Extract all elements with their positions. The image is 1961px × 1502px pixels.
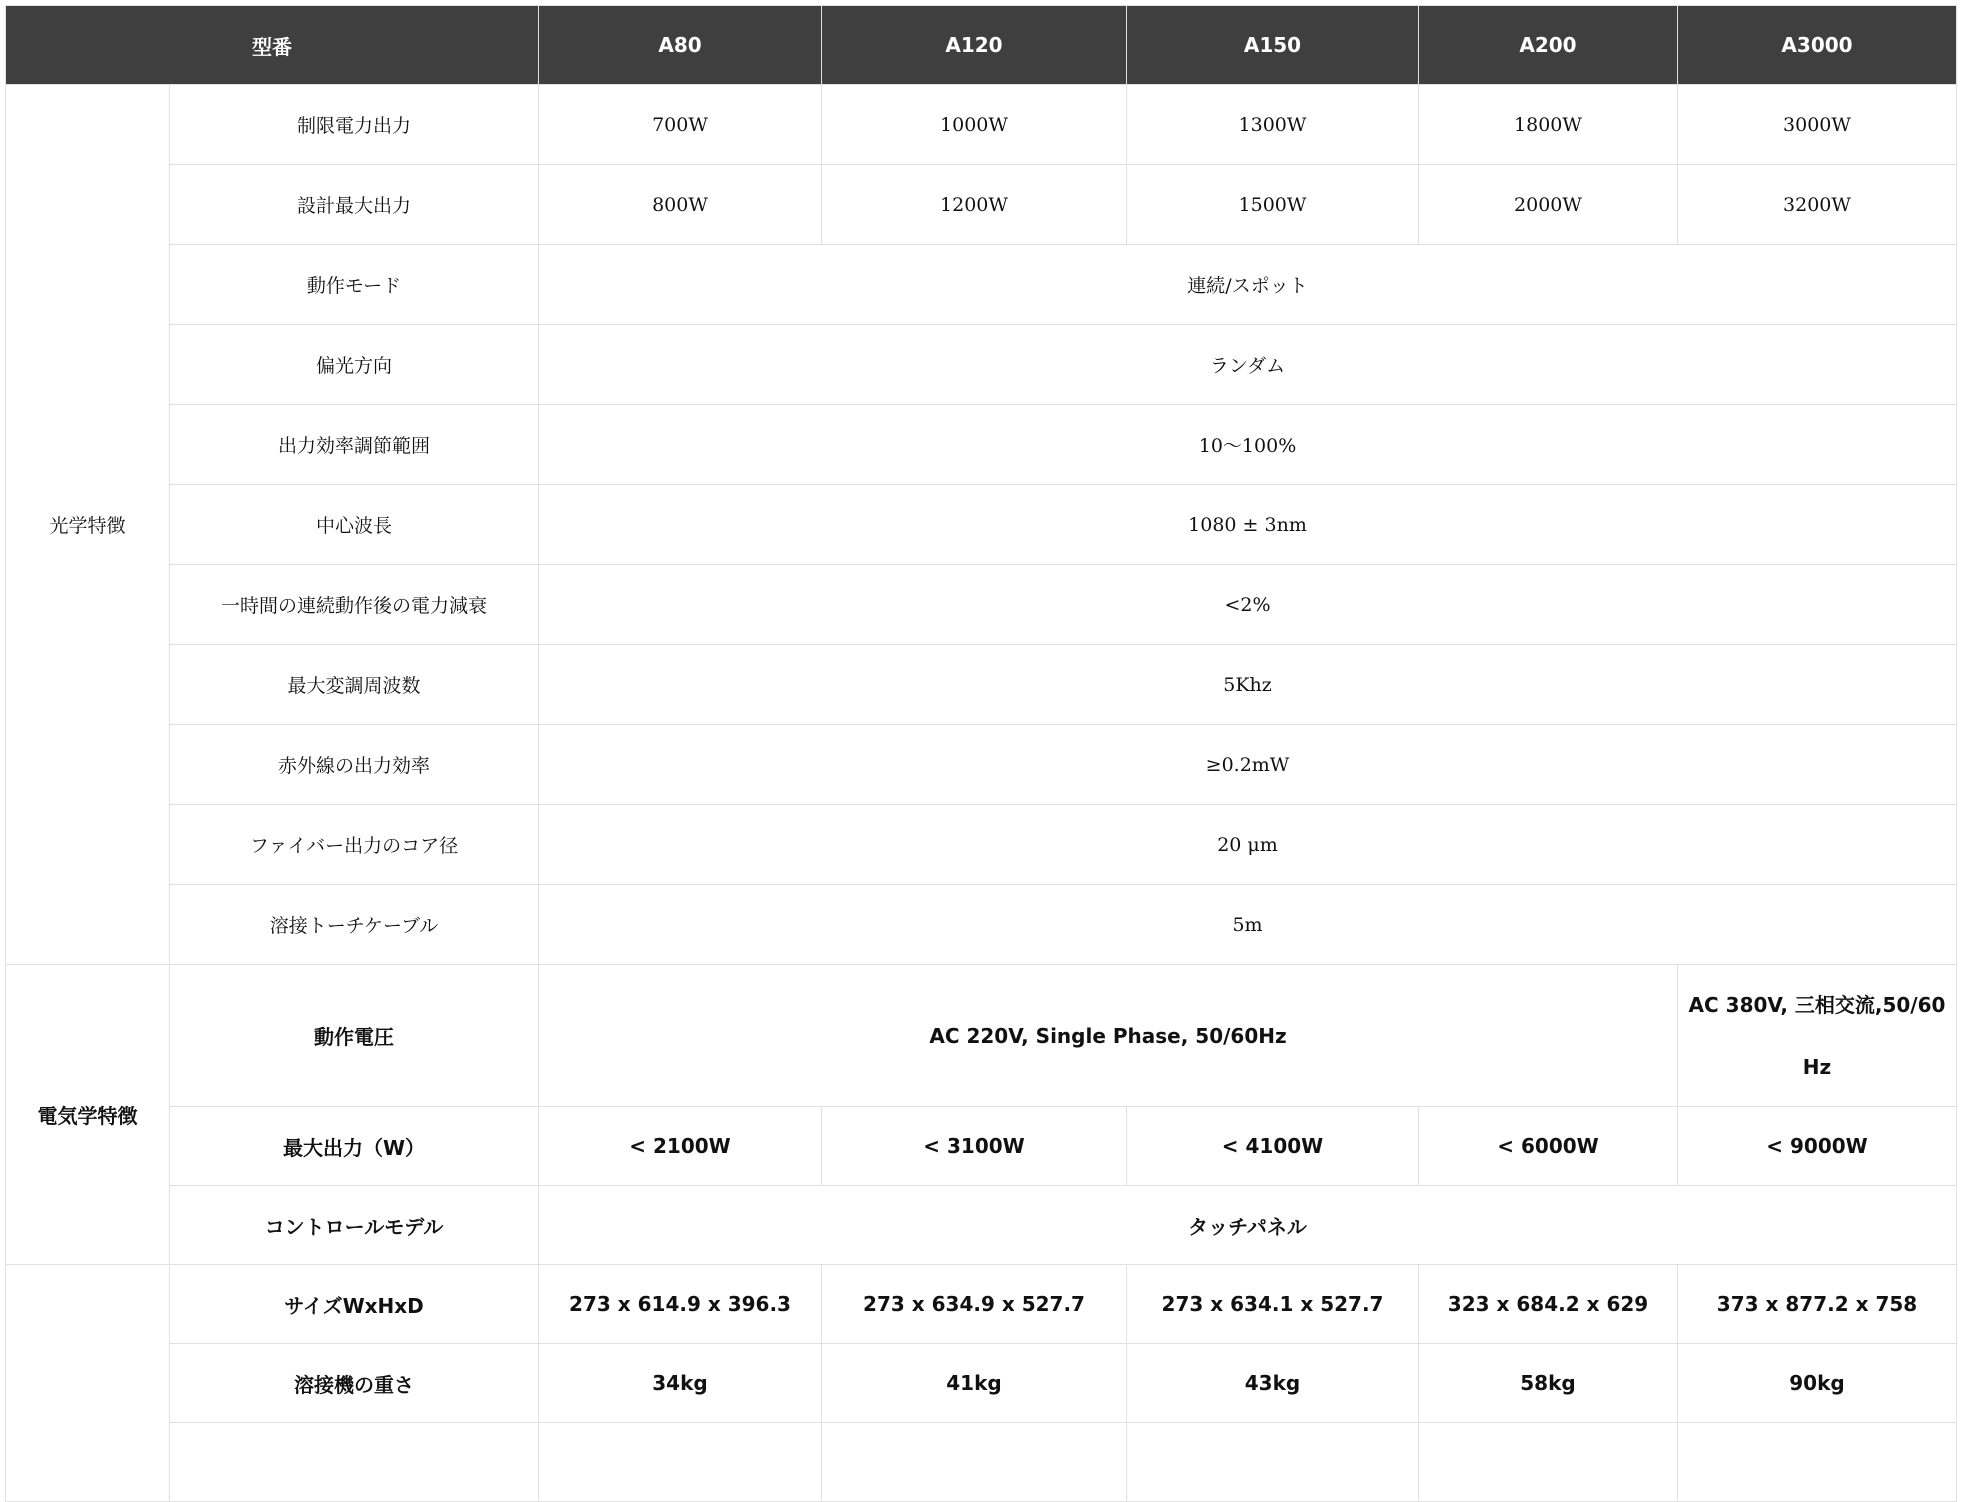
table-cell: 1800W xyxy=(1419,85,1678,165)
row-label: 制限電力出力 xyxy=(170,85,539,165)
row-label xyxy=(170,1423,539,1502)
table-row xyxy=(6,965,1957,1107)
table-cell: 20 μm xyxy=(539,805,1957,885)
table-row xyxy=(6,1186,1957,1265)
model-a120-header: A120 xyxy=(822,6,1127,85)
table-row xyxy=(6,1107,1957,1186)
table-cell: ランダム xyxy=(539,325,1957,405)
table-cell: 3200W xyxy=(1678,165,1957,245)
table-cell: AC 220V, Single Phase, 50/60Hz xyxy=(539,965,1678,1107)
table-cell: 90kg xyxy=(1678,1344,1957,1423)
table-cell: 1200W xyxy=(822,165,1127,245)
electrical-group-label: 電気学特徴 xyxy=(6,965,170,1265)
table-row xyxy=(6,325,1957,405)
table-cell: 58kg xyxy=(1419,1344,1678,1423)
table-row xyxy=(6,85,1957,165)
table-cell: 2000W xyxy=(1419,165,1678,245)
model-a150-header: A150 xyxy=(1127,6,1419,85)
table-cell: 10～100% xyxy=(539,405,1957,485)
table-row xyxy=(6,805,1957,885)
table-cell: 700W xyxy=(539,85,822,165)
table-cell: 43kg xyxy=(1127,1344,1419,1423)
table-cell: 5Khz xyxy=(539,645,1957,725)
table-cell: 34kg xyxy=(539,1344,822,1423)
model-a80-header: A80 xyxy=(539,6,822,85)
row-label: 最大変調周波数 xyxy=(170,645,539,725)
table-cell: < 6000W xyxy=(1419,1107,1678,1186)
row-label: 動作電圧 xyxy=(170,965,539,1107)
table-cell: <2% xyxy=(539,565,1957,645)
table-cell xyxy=(1419,1423,1678,1502)
table-row xyxy=(6,405,1957,485)
header-row xyxy=(6,6,1957,85)
table-cell: 323 x 684.2 x 629 xyxy=(1419,1265,1678,1344)
optical-group-label: 光学特徴 xyxy=(6,85,170,965)
table-cell: 373 x 877.2 x 758 xyxy=(1678,1265,1957,1344)
table-cell: < 9000W xyxy=(1678,1107,1957,1186)
table-cell: AC 380V, 三相交流,50/60 Hz xyxy=(1678,965,1957,1107)
table-cell: 5m xyxy=(539,885,1957,965)
row-label: コントロールモデル xyxy=(170,1186,539,1265)
row-label: ファイバー出力のコア径 xyxy=(170,805,539,885)
physical-group-label xyxy=(6,1265,170,1502)
table-row xyxy=(6,485,1957,565)
table-cell: 連続/スポット xyxy=(539,245,1957,325)
model-header: 型番 xyxy=(6,6,539,85)
row-label: 中心波長 xyxy=(170,485,539,565)
spec-table xyxy=(5,5,1957,1502)
table-row xyxy=(6,1344,1957,1423)
row-label: 一時間の連続動作後の電力減衰 xyxy=(170,565,539,645)
table-cell: 273 x 634.9 x 527.7 xyxy=(822,1265,1127,1344)
table-cell xyxy=(539,1423,822,1502)
table-cell xyxy=(1678,1423,1957,1502)
row-label: 動作モード xyxy=(170,245,539,325)
row-label: 設計最大出力 xyxy=(170,165,539,245)
table-cell: 273 x 634.1 x 527.7 xyxy=(1127,1265,1419,1344)
table-cell: 1500W xyxy=(1127,165,1419,245)
table-row xyxy=(6,1265,1957,1344)
table-cell: 273 x 614.9 x 396.3 xyxy=(539,1265,822,1344)
table-cell: 41kg xyxy=(822,1344,1127,1423)
table-cell: < 4100W xyxy=(1127,1107,1419,1186)
table-row xyxy=(6,885,1957,965)
row-label: 赤外線の出力効率 xyxy=(170,725,539,805)
row-label: 最大出力（W） xyxy=(170,1107,539,1186)
table-cell: タッチパネル xyxy=(539,1186,1957,1265)
table-cell: 3000W xyxy=(1678,85,1957,165)
table-row xyxy=(6,725,1957,805)
table-cell xyxy=(822,1423,1127,1502)
table-cell xyxy=(1127,1423,1419,1502)
row-label: 出力効率調節範囲 xyxy=(170,405,539,485)
table-cell: 1000W xyxy=(822,85,1127,165)
row-label: サイズWxHxD xyxy=(170,1265,539,1344)
table-row xyxy=(6,165,1957,245)
table-row xyxy=(6,565,1957,645)
table-row-partial xyxy=(6,1423,1957,1502)
table-cell: 800W xyxy=(539,165,822,245)
table-row xyxy=(6,645,1957,725)
table-cell: < 2100W xyxy=(539,1107,822,1186)
table-cell: 1300W xyxy=(1127,85,1419,165)
row-label: 溶接トーチケーブル xyxy=(170,885,539,965)
model-a3000-header: A3000 xyxy=(1678,6,1957,85)
table-cell: < 3100W xyxy=(822,1107,1127,1186)
model-a200-header: A200 xyxy=(1419,6,1678,85)
row-label: 偏光方向 xyxy=(170,325,539,405)
table-cell: 1080 ± 3nm xyxy=(539,485,1957,565)
table-cell: ≥0.2mW xyxy=(539,725,1957,805)
table-row xyxy=(6,245,1957,325)
row-label: 溶接機の重さ xyxy=(170,1344,539,1423)
